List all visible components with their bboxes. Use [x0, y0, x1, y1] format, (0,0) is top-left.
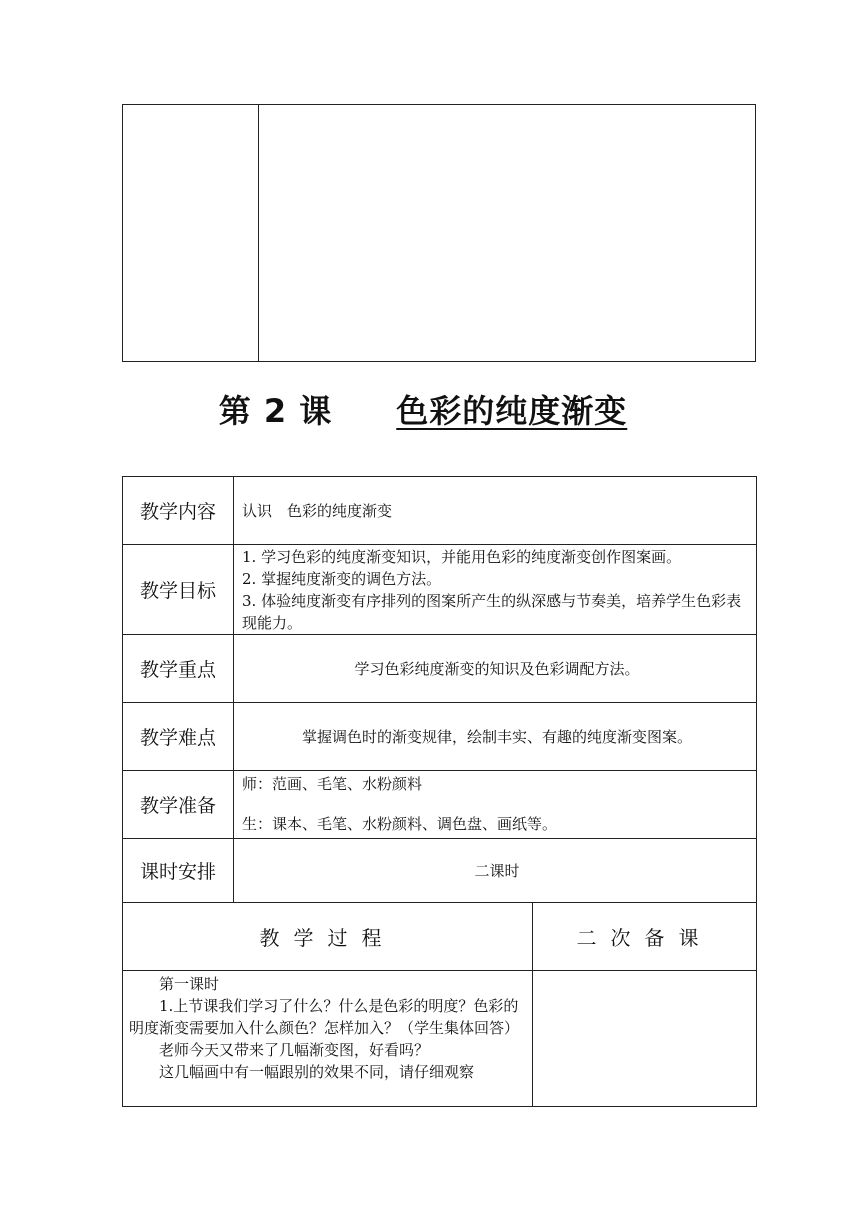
preparation-student: 生：课本、毛笔、水粉颜料、调色盘、画纸等。	[242, 815, 558, 833]
schedule-value: 二课时	[234, 839, 757, 903]
previous-lesson-table	[122, 104, 756, 362]
difficulties-label: 教学难点	[123, 703, 234, 771]
objective-item: 3. 体验纯度渐变有序排列的图案所产生的纵深感与节奏美，培养学生色彩表现能力。	[242, 591, 742, 632]
table-row	[123, 903, 757, 971]
table-row	[123, 635, 757, 703]
process-line: 老师今天又带来了几幅渐变图，好看吗？	[159, 1041, 430, 1059]
objectives-list	[234, 545, 757, 635]
table-row	[123, 703, 757, 771]
lesson-title	[0, 386, 860, 432]
lesson-number: 第 2 课	[218, 392, 333, 430]
preparation-label: 教学准备	[123, 771, 234, 839]
objective-item: 1. 学习色彩的纯度渐变知识，并能用色彩的纯度渐变创作图案画。	[242, 547, 682, 566]
process-header: 教学过程	[123, 903, 533, 971]
preparation-teacher: 师：范画、毛笔、水粉颜料	[242, 775, 423, 793]
key-points-label: 教学重点	[123, 635, 234, 703]
lesson-plan-table	[122, 476, 757, 1107]
second-prep-content	[533, 971, 757, 1107]
second-prep-header: 二次备课	[533, 903, 757, 971]
table-row	[123, 971, 757, 1107]
process-line: 这几幅画中有一幅跟别的效果不同，请仔细观察	[159, 1063, 475, 1081]
table-divider	[258, 105, 259, 361]
content-value: 认识 色彩的纯度渐变	[234, 477, 757, 545]
process-line: 第一课时	[159, 975, 220, 993]
table-row	[123, 545, 757, 635]
schedule-label: 课时安排	[123, 839, 234, 903]
objectives-label: 教学目标	[123, 545, 234, 635]
table-row	[123, 839, 757, 903]
lesson-topic: 色彩的纯度渐变	[396, 392, 628, 430]
key-points-value: 学习色彩纯度渐变的知识及色彩调配方法。	[234, 635, 757, 703]
preparation-value	[234, 771, 757, 839]
content-label: 教学内容	[123, 477, 234, 545]
objective-item: 2. 掌握纯度渐变的调色方法。	[242, 569, 442, 588]
process-content	[123, 971, 533, 1107]
difficulties-value: 掌握调色时的渐变规律，绘制丰实、有趣的纯度渐变图案。	[234, 703, 757, 771]
table-row	[123, 771, 757, 839]
table-row	[123, 477, 757, 545]
process-line: 1.上节课我们学习了什么？什么是色彩的明度？色彩的明度渐变需要加入什么颜色？怎样加入？（学生集体回答）	[129, 997, 520, 1037]
